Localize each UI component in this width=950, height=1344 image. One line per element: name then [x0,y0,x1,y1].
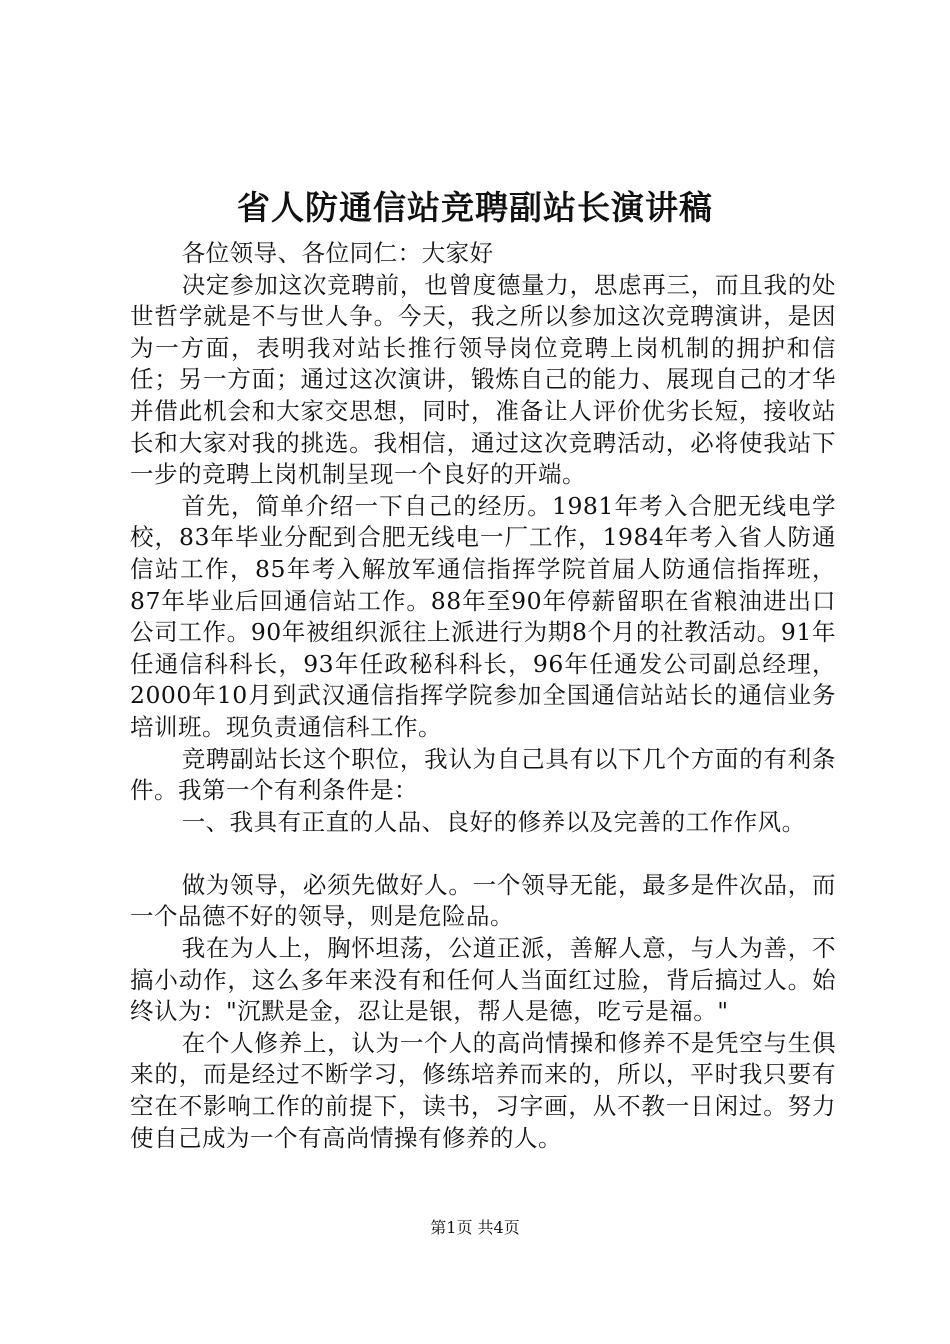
paragraph-greeting: 各位领导、各位同仁：大家好 [181,239,494,267]
paragraph-cultivation: 在个人修养上，认为一个人的高尚情操和修养不是凭空与生俱来的，而是经过不断学习，修练培养而来的，所以，平时我只要有空在不影响工作的前提下，读书，习字画，从不教一日闲过。努力使自己成为一个有高尚情操有修养的人。 [130,1028,836,1152]
page-footer: 第1页 共4页 [430,1218,520,1237]
paragraph-motivation: 决定参加这次竞聘前，也曾度德量力，思虑再三，而且我的处世哲学就是不与世人争。今天，我之所以参加这次竞聘演讲，是因为一方面，表明我对站长推行领导岗位竞聘上岗机制的拥护和信任；另一方面；通过这次演讲，锻炼自己的能力、展现自己的才华并借此机会和大家交思想，同时，准备让人评价优劣长短，接收站长和大家对我的挑选。我相信，通过这次竞聘活动，必将使我站下一步的竞聘上岗机制呈现一个良好的开端。 [130,270,836,489]
paragraph-character: 我在为人上，胸怀坦荡，公道正派，善解人意，与人为善，不搞小动作，这么多年来没有和任何人当面红过脸，背后搞过人。始终认为："沉默是金，忍让是银，帮人是德，吃亏是福。" [130,934,836,1026]
document-title: 省人防通信站竞聘副站长演讲稿 [237,188,713,227]
paragraph-spacer [130,838,836,870]
paragraph-conditions-intro: 竞聘副站长这个职位，我认为自己具有以下几个方面的有利条件。我第一个有利条件是： [130,744,836,805]
paragraph-experience: 首先，简单介绍一下自己的经历。1981年考入合肥无线电学校，83年毕业分配到合肥无线电一厂工作，1984年考入省人防通信站工作，85年考入解放军通信指挥学院首届人防通信指挥班，87年毕业后回通信站工作。88年至90年停薪留职在省粮油进出口公司工作。90年被组织派往上派进行为期8个月的社教活动。91年任通信科科长，93年任政秘科科长，96年任通发公司副总经理，2000年10月到武汉通信指挥学院参加全国通信站站长的通信业务培训班。现负责通信科工作。 [130,491,836,741]
document-body [130,238,836,1154]
paragraph-condition-one: 一、我具有正直的人品、良好的修养以及完善的工作作风。 [181,807,806,836]
paragraph-leadership: 做为领导，必须先做好人。一个领导无能，最多是件次品，而一个品德不好的领导，则是危险品。 [130,870,836,931]
